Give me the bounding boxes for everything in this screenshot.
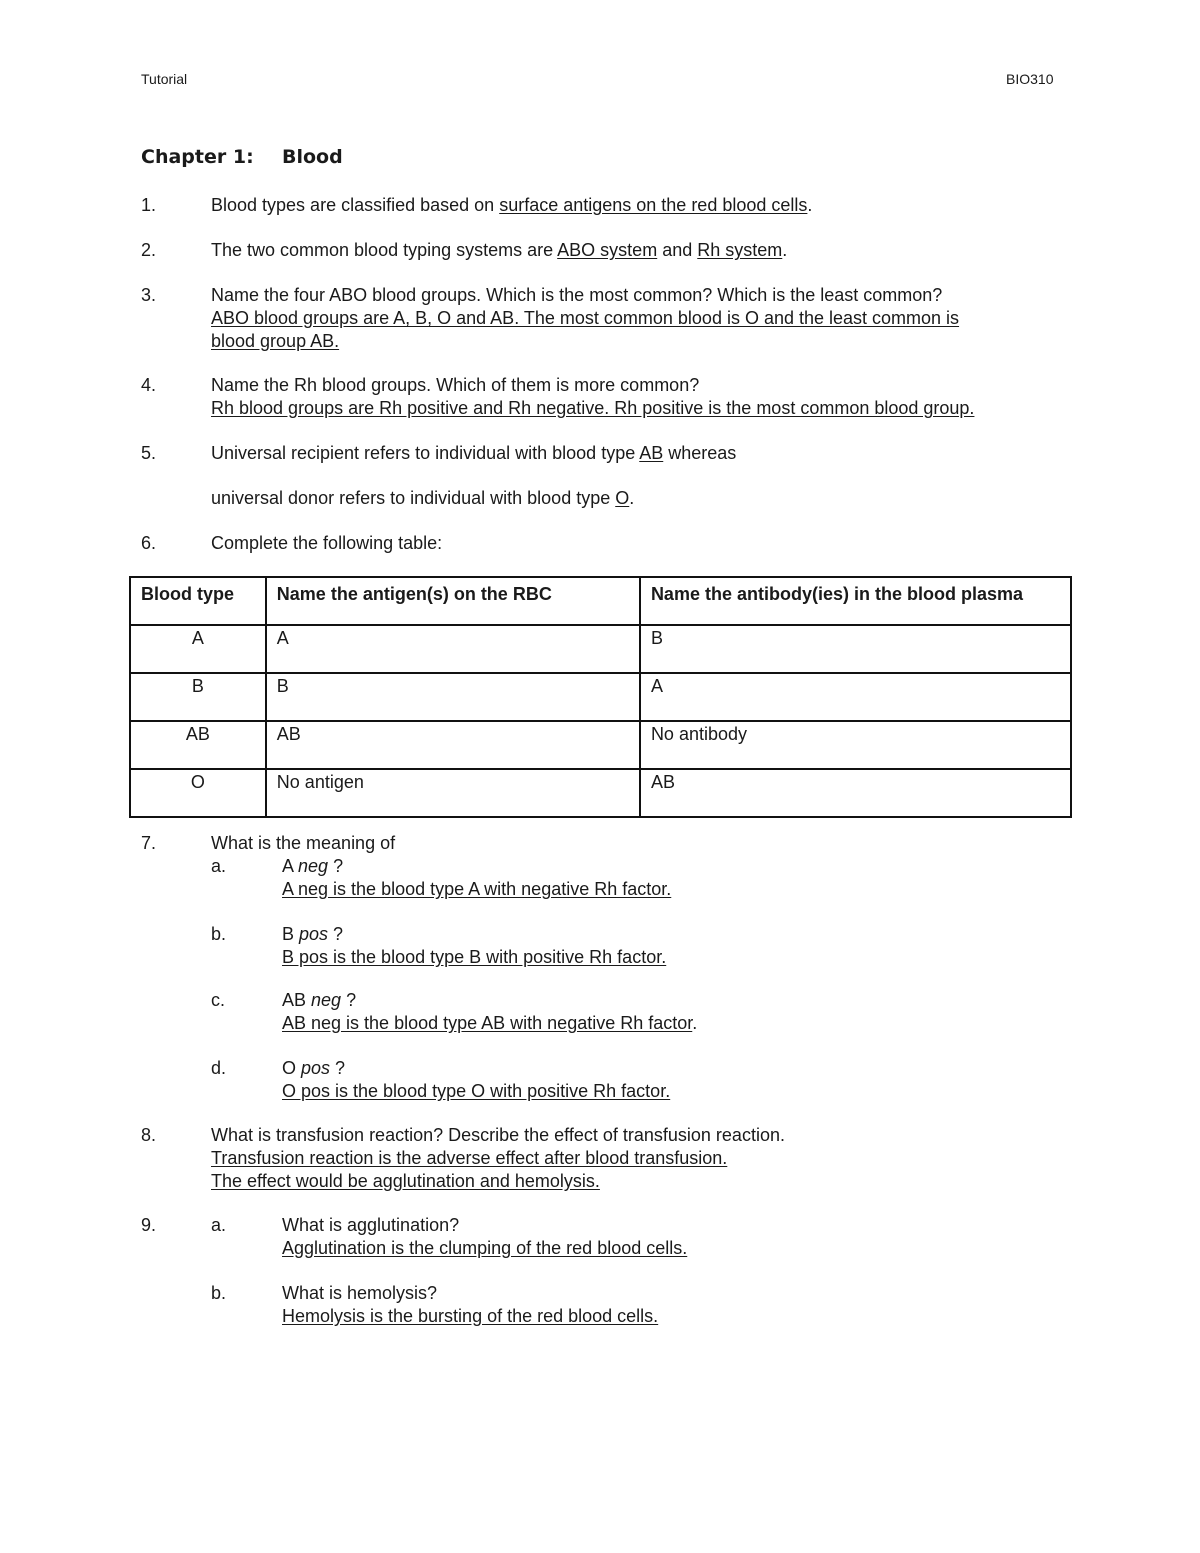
q2-number: 2. xyxy=(141,240,157,260)
table-cell: B xyxy=(266,673,640,721)
table-cell: No antibody xyxy=(640,721,1071,769)
q2-answer-2: Rh system xyxy=(697,240,783,260)
q1-number: 1. xyxy=(141,195,157,215)
table-cell: No antigen xyxy=(266,769,640,817)
q2-text: The two common blood typing systems are ABO system and Rh system. xyxy=(211,240,788,260)
header-left: Tutorial xyxy=(141,71,188,87)
table-row xyxy=(130,721,1071,769)
table-cell: AB xyxy=(130,721,266,769)
table-cell: AB xyxy=(266,721,640,769)
q9a-text xyxy=(282,1214,1082,1260)
table-cell: A xyxy=(640,673,1071,721)
chapter-label: Chapter 1: xyxy=(141,146,254,168)
q3-question: Name the four ABO blood groups. Which is the most common? Which is the least common? xyxy=(211,285,943,305)
chapter-name: Blood xyxy=(282,146,343,168)
q8-number: 8. xyxy=(141,1125,157,1145)
q4-number: 4. xyxy=(141,375,157,395)
table-row xyxy=(130,625,1071,673)
q3-number: 3. xyxy=(141,285,157,305)
q6-number: 6. xyxy=(141,533,157,553)
q5-text-1: Universal recipient refers to individual with blood type AB whereas xyxy=(211,443,737,463)
q9a-answer: Agglutination is the clumping of the red blood cells. xyxy=(282,1238,688,1258)
q8-answer-1: Transfusion reaction is the adverse effect after blood transfusion. xyxy=(211,1148,728,1168)
q1-answer: surface antigens on the red blood cells xyxy=(499,195,808,215)
q9a-letter: a. xyxy=(211,1215,227,1235)
q7d-letter: d. xyxy=(211,1058,227,1078)
q8-question: What is transfusion reaction? Describe the effect of transfusion reaction. xyxy=(211,1125,785,1145)
table-cell: AB xyxy=(640,769,1071,817)
q4-answer: Rh blood groups are Rh positive and Rh negative. Rh positive is the most common blood group. xyxy=(211,398,975,418)
table-cell: A xyxy=(266,625,640,673)
blood-type-table xyxy=(129,576,1072,818)
q7c-answer: AB neg is the blood type AB with negative Rh factor xyxy=(282,1013,693,1033)
table-row xyxy=(130,769,1071,817)
q9a-question: What is agglutination? xyxy=(282,1215,460,1235)
q7b-text: B pos ? B pos is the blood type B with positive Rh factor. xyxy=(282,924,667,967)
q7-number: 7. xyxy=(141,833,157,853)
q7c-letter: c. xyxy=(211,990,226,1010)
table-cell: B xyxy=(640,625,1071,673)
table-cell: A xyxy=(130,625,266,673)
q7a-text: A neg ? A neg is the blood type A with negative Rh factor. xyxy=(282,856,672,899)
q7d-answer: O pos is the blood type O with positive Rh factor. xyxy=(282,1081,671,1101)
q9b-answer: Hemolysis is the bursting of the red blood cells. xyxy=(282,1306,659,1326)
q7-question: What is the meaning of xyxy=(211,833,396,853)
q3-answer-line2: blood group AB. xyxy=(211,331,340,351)
q7a-letter: a. xyxy=(211,856,227,876)
q7b-answer: B pos is the blood type B with positive Rh factor. xyxy=(282,947,667,967)
table-header-cell: Name the antigen(s) on the RBC xyxy=(266,577,640,625)
q1-text: Blood types are classified based on surface antigens on the red blood cells. xyxy=(211,195,813,215)
q5-answer-2: O xyxy=(615,488,630,508)
header-right: BIO310 xyxy=(1006,71,1054,87)
q5-text-2: universal donor refers to individual with blood type O. xyxy=(211,488,635,508)
table-header-row xyxy=(130,577,1071,625)
q5-answer-1: AB xyxy=(639,443,664,463)
q7a-answer: A neg is the blood type A with negative Rh factor. xyxy=(282,879,672,899)
q5-number: 5. xyxy=(141,443,157,463)
q8-text xyxy=(211,1124,1081,1193)
q6-text: Complete the following table: xyxy=(211,533,443,553)
q9b-letter: b. xyxy=(211,1283,227,1303)
table-cell: B xyxy=(130,673,266,721)
q7d-text: O pos ? O pos is the blood type O with positive Rh factor. xyxy=(282,1058,671,1101)
table-header-cell: Blood type xyxy=(130,577,266,625)
table-cell: O xyxy=(130,769,266,817)
q2-answer-1: ABO system xyxy=(557,240,658,260)
q3-answer-line1: ABO blood groups are A, B, O and AB. The most common blood is O and the least common is xyxy=(211,308,960,328)
q9b-question: What is hemolysis? xyxy=(282,1283,438,1303)
q7c-text: AB neg ? AB neg is the blood type AB with negative Rh factor. xyxy=(282,990,698,1033)
q4-text xyxy=(211,374,1081,420)
q9-number: 9. xyxy=(141,1215,157,1235)
q3-text xyxy=(211,284,1081,353)
q9b-text xyxy=(282,1282,1082,1328)
q7b-letter: b. xyxy=(211,924,227,944)
table-header-cell: Name the antibody(ies) in the blood plasma xyxy=(640,577,1071,625)
q4-question: Name the Rh blood groups. Which of them is more common? xyxy=(211,375,700,395)
table-row xyxy=(130,673,1071,721)
q8-answer-2: The effect would be agglutination and hemolysis. xyxy=(211,1171,600,1191)
